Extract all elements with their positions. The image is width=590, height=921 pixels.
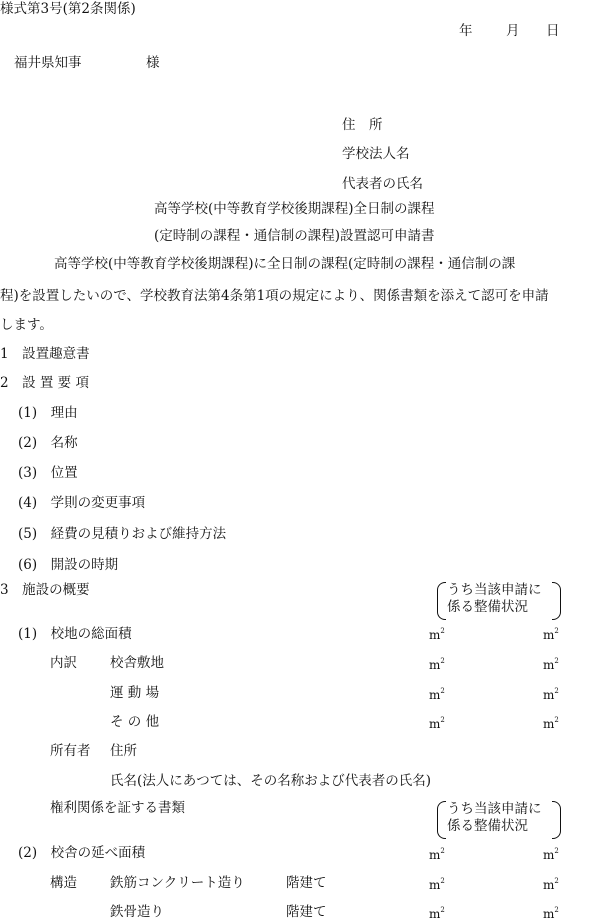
form-number: 様式第3号(第2条関係) xyxy=(0,1,136,17)
unit-m2: $m^2$ xyxy=(429,847,445,862)
stories-label: 階建て xyxy=(286,875,327,891)
unit-m2: $m^2$ xyxy=(543,687,559,702)
left-paren xyxy=(437,801,446,839)
right-paren xyxy=(552,582,561,620)
status-bracket-label xyxy=(437,801,561,837)
site-total-label: (1) 校地の総面積 xyxy=(18,626,132,642)
applicant-corp-name-label: 学校法人名 xyxy=(342,146,410,162)
unit-m2: $m^2$ xyxy=(543,906,559,921)
owner-label: 所有者 xyxy=(50,743,91,759)
unit-m2: $m^2$ xyxy=(543,847,559,862)
breakdown-item: そ の 他 xyxy=(110,714,160,730)
rights-document-label: 権利関係を証する書類 xyxy=(50,800,185,816)
section-3-heading: 3 施設の概要 xyxy=(0,582,90,598)
owner-address-label: 住所 xyxy=(110,743,137,759)
unit-m2: $m^2$ xyxy=(429,657,445,672)
date-year-label: 年 xyxy=(459,23,473,39)
applicant-representative-label: 代表者の氏名 xyxy=(342,176,423,192)
breakdown-item: 校舎敷地 xyxy=(110,655,164,671)
status-label-line-2: 係る整備状況 xyxy=(447,599,528,615)
structure-label: 構造 xyxy=(50,875,77,891)
body-line-3: します。 xyxy=(0,317,53,333)
unit-m2: $m^2$ xyxy=(429,906,445,921)
addressee-honorific: 様 xyxy=(146,55,160,71)
section-2-heading: 2 設 置 要 項 xyxy=(0,375,89,391)
status-label-line-2: 係る整備状況 xyxy=(447,818,528,834)
unit-m2: $m^2$ xyxy=(543,716,559,731)
breakdown-item: 運 動 場 xyxy=(110,685,160,701)
section-2-item: (4) 学則の変更事項 xyxy=(18,495,146,511)
unit-m2: $m^2$ xyxy=(543,657,559,672)
date-month-label: 月 xyxy=(506,23,520,39)
addressee-name: 福井県知事 xyxy=(14,55,82,71)
status-label-line-1: うち当該申請に xyxy=(447,801,542,817)
section-2-item: (6) 開設の時期 xyxy=(18,557,119,573)
unit-m2: $m^2$ xyxy=(429,877,445,892)
title-line-1: 高等学校(中等教育学校後期課程)全日制の課程 xyxy=(154,201,435,217)
unit-m2: $m^2$ xyxy=(429,627,445,642)
applicant-address-label: 住 所 xyxy=(342,117,383,133)
structure-type: 鉄骨造り xyxy=(110,904,164,920)
unit-m2: $m^2$ xyxy=(543,877,559,892)
section-2-item: (3) 位置 xyxy=(18,465,78,481)
title-line-2: (定時制の課程・通信制の課程)設置認可申請書 xyxy=(154,228,435,244)
unit-m2: $m^2$ xyxy=(429,687,445,702)
breakdown-label: 内訳 xyxy=(50,655,77,671)
body-line-2: 程)を設置したいので、学校教育法第4条第1項の規定により、関係書類を添えて認可を申請 xyxy=(0,288,549,304)
owner-name-label: 氏名(法人にあつては、その名称および代表者の氏名) xyxy=(110,773,432,789)
structure-type: 鉄筋コンクリート造り xyxy=(110,875,245,891)
section-1-heading: 1 設置趣意書 xyxy=(0,346,90,362)
date-day-label: 日 xyxy=(546,23,560,39)
body-line-1: 高等学校(中等教育学校後期課程)に全日制の課程(定時制の課程・通信制の課 xyxy=(0,256,516,272)
left-paren xyxy=(437,582,446,620)
stories-label: 階建て xyxy=(286,904,327,920)
status-bracket-label xyxy=(437,582,561,618)
section-2-item: (5) 経費の見積りおよび維持方法 xyxy=(18,526,227,542)
floor-area-total-label: (2) 校舎の延べ面積 xyxy=(18,845,146,861)
section-2-item: (1) 理由 xyxy=(18,405,78,421)
right-paren xyxy=(552,801,561,839)
unit-m2: $m^2$ xyxy=(543,627,559,642)
status-label-line-1: うち当該申請に xyxy=(447,582,542,598)
unit-m2: $m^2$ xyxy=(429,716,445,731)
section-2-item: (2) 名称 xyxy=(18,435,78,451)
